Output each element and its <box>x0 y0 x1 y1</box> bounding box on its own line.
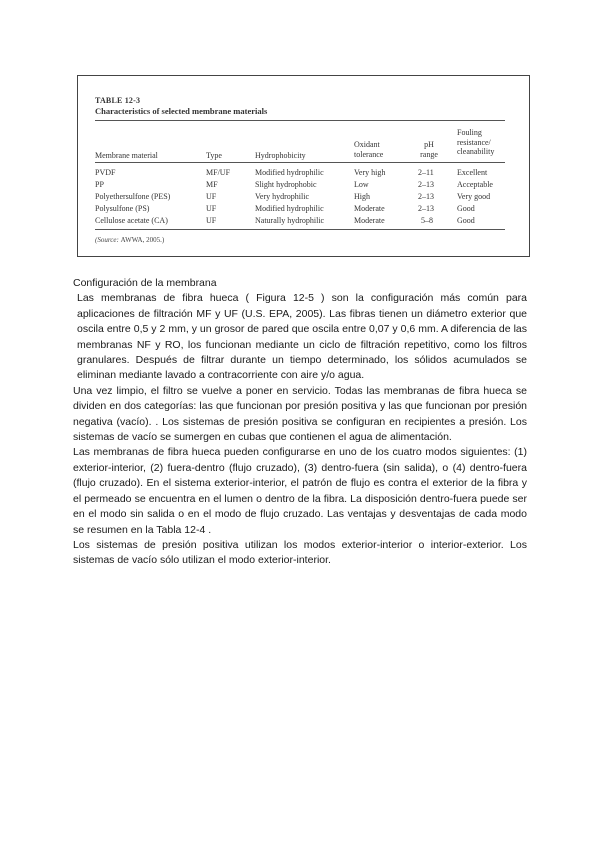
table-cell: MF <box>206 180 218 189</box>
table-cell: 5–8 <box>421 216 433 225</box>
table-cell: Polysulfone (PS) <box>95 204 150 213</box>
table-source <box>95 236 164 244</box>
paragraph-1: Las membranas de fibra hueca ( Figura 12-5 ) son la configuración más común para aplicaciones de filtración MF y UF (U.S. EPA, 2005). Las fibras tienen un diámetro exterior que oscila entre 0,5 y 2 mm, y un grosor de pared que oscila entre 0,07 y 0,6 mm. A diferencia de las membranas NF y RO, los funcionan mediante un ciclo de filtración repetitivo, como los filtros granulares. Después de filtrar durante un tiempo determinado, los sólidos acumulados se eliminan mediante lavado a contracorriente con aire y/o agua. <box>77 292 527 382</box>
table-cell: Naturally hydrophilic <box>255 216 325 225</box>
table-cell: Polyethersulfone (PES) <box>95 192 171 201</box>
table-cell: 2–11 <box>418 168 434 177</box>
table-cell: Excellent <box>457 168 488 177</box>
header-fouling-line1: Fouling <box>457 128 482 137</box>
source-text: AWWA, 2005.) <box>120 236 165 244</box>
table-cell: Cellulose acetate (CA) <box>95 216 168 225</box>
table-header-rule <box>95 162 505 163</box>
source-open: ( <box>95 236 98 244</box>
table-cell: UF <box>206 192 217 201</box>
table-cell: 2–13 <box>418 192 434 201</box>
table-cell: UF <box>206 216 217 225</box>
paragraph-4: Los sistemas de presión positiva utilizan los modos exterior-interior o interior-exterior. Los sistemas de vacío sólo utilizan el modo exterior-interior. <box>73 538 527 567</box>
table-cell: Moderate <box>354 204 385 213</box>
table-cell: Low <box>354 180 369 189</box>
table-cell: PVDF <box>95 168 116 177</box>
table-cell: 2–13 <box>418 180 434 189</box>
section-heading: Configuración de la membrana <box>73 277 217 289</box>
table-cell: 2–13 <box>418 204 434 213</box>
header-oxidant-line1: Oxidant <box>354 140 380 149</box>
header-material: Membrane material <box>95 151 158 160</box>
table-cell: Modified hydrophilic <box>255 168 324 177</box>
table-cell: High <box>354 192 370 201</box>
header-fouling-line2: resistance/ <box>457 137 491 147</box>
table-cell: UF <box>206 204 217 213</box>
table-cell: Slight hydrophobic <box>255 180 317 189</box>
table-bottom-rule <box>95 229 505 230</box>
table-caption: Characteristics of selected membrane materials <box>95 106 268 116</box>
table-cell: Modified hydrophilic <box>255 204 324 213</box>
table-cell: MF/UF <box>206 168 231 177</box>
table-cell: PP <box>95 180 104 189</box>
header-ph-line2: range <box>420 149 438 159</box>
header-oxidant <box>354 140 383 159</box>
paragraph-3: Las membranas de fibra hueca pueden configurarse en uno de los cuatro modos siguientes: (1) exterior-interior, (2) fuera-dentro (flujo cruzado), (3) dentro-fuera (sin salida), o (4) dentro-fuera (flujo cruzado). En el sistema exterior-interior, el patrón de flujo es contra el exterior de la fibra y el permeado se encuentra en el lumen o dentro de la fibra. La disposición dentro-fuera puede ser en el modo sin salida o en el modo de flujo cruzado. Las ventajas y desventajas de cada modo se resumen en la Tabla 12-4 . <box>73 446 527 536</box>
source-label: Source: <box>97 236 119 244</box>
header-ph-line1: pH <box>424 140 434 149</box>
header-fouling-line3: cleanability <box>457 147 495 156</box>
table-cell: Very hydrophilic <box>255 192 309 201</box>
paragraph-2: Una vez limpio, el filtro se vuelve a poner en servicio. Todas las membranas de fibra hueca se dividen en dos categorías: las que funcionan por presión positiva y las que funcionan por presión negativa (vacío). . Los sistemas de presión positiva se configuran en recipientes a presión. Los sistemas de vacío se sumergen en cubas que contienen el agua de alimentación. <box>73 384 527 444</box>
table-cell: Moderate <box>354 216 385 225</box>
table-cell: Very high <box>354 168 386 177</box>
table-label: TABLE 12-3 <box>95 96 141 105</box>
header-hydrophobicity: Hydrophobicity <box>255 151 306 160</box>
table-cell: Very good <box>457 192 491 201</box>
table-cell: Good <box>457 216 475 225</box>
table-cell: Good <box>457 204 475 213</box>
table-cell: Acceptable <box>457 180 493 189</box>
table-figure <box>77 75 530 257</box>
header-type: Type <box>206 151 222 160</box>
header-fouling <box>457 128 494 157</box>
header-ph <box>416 140 442 159</box>
body-text <box>73 276 527 569</box>
header-oxidant-line2: tolerance <box>354 149 384 159</box>
table-top-rule <box>95 120 505 121</box>
